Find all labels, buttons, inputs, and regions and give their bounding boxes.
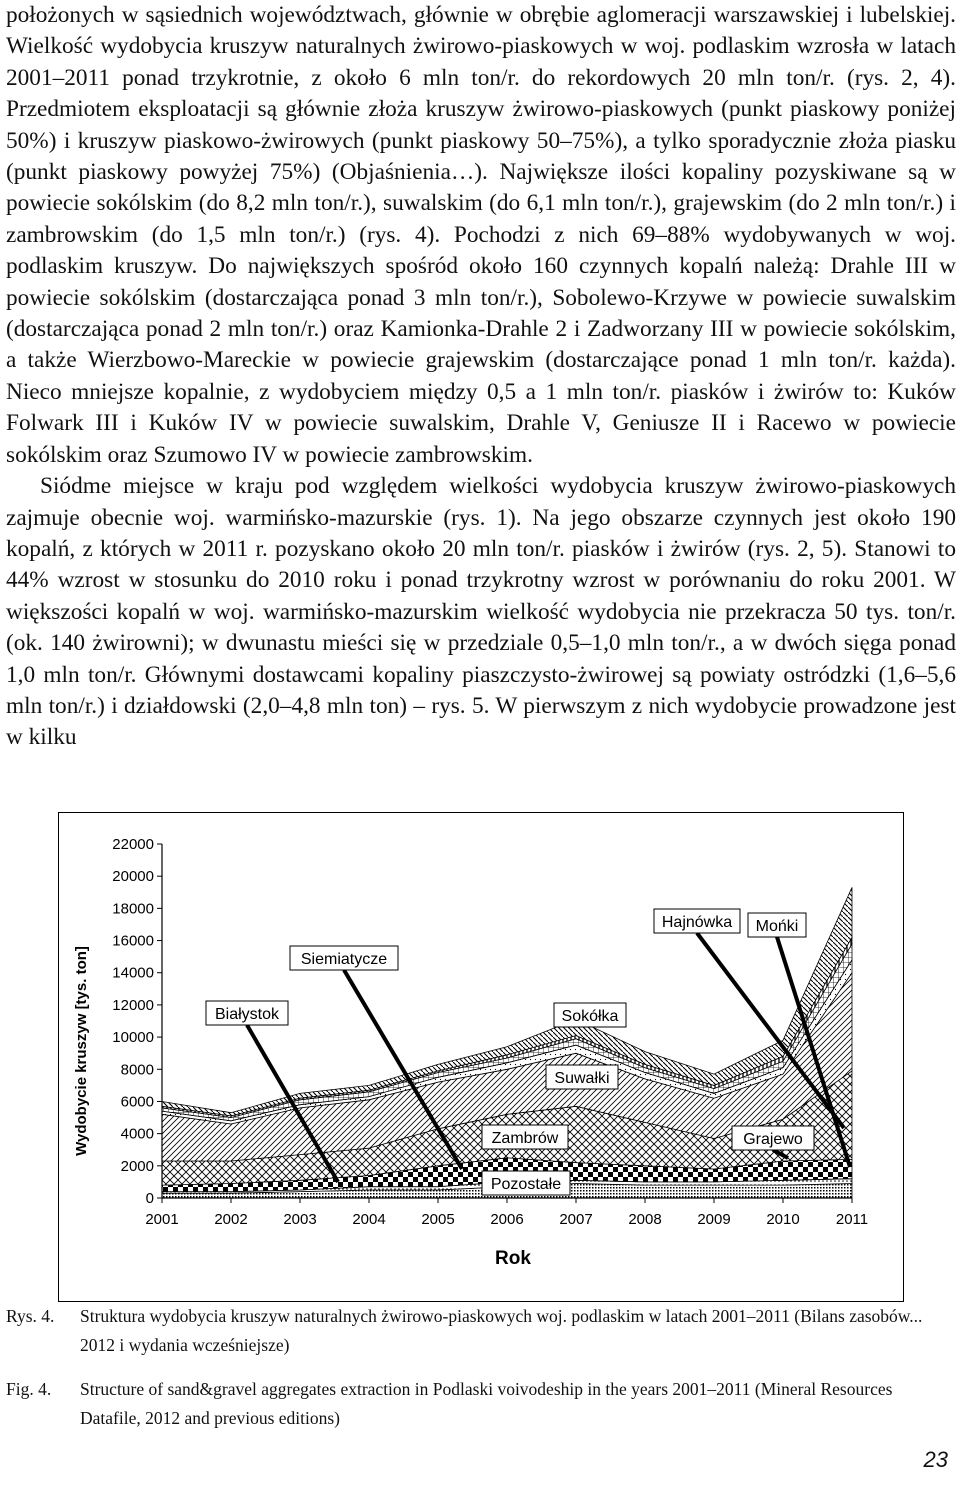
y-tick-label: 10000 bbox=[112, 1029, 154, 1047]
series-label: Białystok bbox=[214, 1006, 280, 1023]
x-tick-label: 2010 bbox=[766, 1211, 800, 1228]
series-label: Hajnówka bbox=[661, 914, 733, 931]
x-tick-label: 2003 bbox=[283, 1211, 317, 1228]
y-tick-label: 8000 bbox=[120, 1061, 154, 1079]
x-tick-label: 2002 bbox=[214, 1211, 248, 1228]
y-tick-label: 14000 bbox=[112, 964, 154, 982]
y-tick-label: 6000 bbox=[120, 1093, 154, 1111]
y-axis-label: Wydobycie kruszyw [tys. ton] bbox=[73, 946, 90, 1156]
x-tick-label: 2001 bbox=[145, 1211, 179, 1228]
y-tick-label: 0 bbox=[145, 1190, 154, 1207]
x-tick-label: 2011 bbox=[835, 1211, 869, 1228]
y-tick-label: 16000 bbox=[112, 932, 154, 950]
caption-text: Struktura wydobycia kruszyw naturalnych żwirowo-piaskowych woj. podlaskim w latach 2001–2011 (Bilans zasobów... 2012 i wydania wcześniejsze) bbox=[80, 1306, 923, 1355]
series-label: Zambrów bbox=[491, 1130, 559, 1147]
series-label: Pozostałe bbox=[490, 1176, 562, 1193]
x-tick-label: 2005 bbox=[421, 1211, 455, 1228]
stacked-area-chart bbox=[58, 812, 904, 1302]
caption-label: Fig. 4. bbox=[6, 1379, 52, 1399]
x-axis-label: Rok bbox=[495, 1248, 531, 1269]
caption-label: Rys. 4. bbox=[6, 1306, 55, 1326]
series-label: Mońki bbox=[755, 918, 799, 935]
y-tick-label: 18000 bbox=[112, 900, 154, 918]
body-text bbox=[6, 0, 956, 754]
series-label: Sokółka bbox=[561, 1008, 619, 1025]
paragraph-1: położonych w sąsiednich województwach, głównie w obrębie aglomeracji warszawskiej i lubelskiej. Wielkość wydobycia kruszyw naturalnych żwirowo-piaskowych w woj. podlaskim wzrosła w latach 2001–2011 ponad trzykrotnie, z około 6 mln ton/r. do rekordowych 20 mln ton/r. (rys. 2, 4). Przedmiotem eksploatacji są głównie złoża kruszyw żwirowo-piaskowych (punkt piaskowy poniżej 50%) i kruszyw piaskowo-żwirowych (punkt piaskowy 50–75%), a tylko sporadycznie złoża piasku (punkt piaskowy powyżej 75%) (Objaśnienia…). Największe ilości kopaliny pozyskiwane są w powiecie sokólskim (do 8,2 mln ton/r.), suwalskim (do 6,1 mln ton/r.), grajewskim (do 2 mln ton/r.) i zambrowskim (do 1,5 mln ton/r.) (rys. 4). Pochodzi z nich 69–88% wydobywanych w woj. podlaskim kruszyw. Do największych spośród około 160 czynnych kopalń należą: Drahle III w powiecie sokólskim (dostarczająca ponad 3 mln ton/r.), Sobolewo-Krzywe w powiecie suwalskim (dostarczająca ponad 2 mln ton/r.) oraz Kamionka-Drahle 2 i Zadworzany III w powiecie sokólskim, a także Wierzbowo-Mareckie w powiecie grajewskim (dostarczające ponad 1 mln ton/r. każda). Nieco mniejsze kopalnie, z wydobyciem między 0,5 a 1 mln ton/r. piasków i żwirów to: Kuków Folwark III i Kuków IV w powiecie suwalskim, Drahle V, Geniusze II i Racewo w powiecie sokólskim oraz Szumowo IV w powiecie zambrowskim. bbox=[6, 2, 956, 468]
caption-text: Structure of sand&gravel aggregates extraction in Podlaski voivodeship in the years 2001–2011 (Mineral Resources Datafile, 2012 and previous editions) bbox=[80, 1379, 893, 1428]
x-tick-label: 2004 bbox=[352, 1211, 386, 1228]
y-tick-label: 2000 bbox=[120, 1157, 154, 1175]
series-label: Grajewo bbox=[743, 1131, 803, 1148]
x-tick-label: 2006 bbox=[490, 1211, 524, 1228]
x-tick-label: 2007 bbox=[559, 1211, 593, 1228]
paragraph-2: Siódme miejsce w kraju pod względem wielkości wydobycia kruszyw żwirowo-piaskowych zajmuje obecnie woj. warmińsko-mazurskie (rys. 1). Na jego obszarze czynnych jest około 190 kopalń, z których w 2011 r. pozyskano około 20 mln ton/r. piasków i żwirów (rys. 2, 5). Stanowi to 44% wzrost w stosunku do 2010 roku i ponad trzykrotny wzrost w porównaniu do roku 2001. W większości kopalń w woj. warmińsko-mazurskim wielkość wydobycia nie przekracza 50 tys. ton/r. (ok. 140 żwirowni); w dwunastu mieści się w przedziale 0,5–1,0 mln ton/r., a w dwóch sięga ponad 1,0 mln ton/r. Głównymi dostawcami kopaliny piaszczysto-żwirowej są powiaty ostródzki (1,6–5,6 mln ton/r.) i działdowski (2,0–4,8 mln ton) – rys. 5. W pierwszym z nich wydobycie prowadzone jest w kilku bbox=[6, 473, 956, 751]
y-tick-label: 20000 bbox=[112, 868, 154, 886]
y-tick-label: 22000 bbox=[112, 836, 154, 853]
x-tick-label: 2008 bbox=[628, 1211, 662, 1228]
series-label: Suwałki bbox=[554, 1070, 610, 1087]
figure-chart bbox=[58, 812, 904, 1302]
y-tick-label: 4000 bbox=[120, 1125, 154, 1143]
page-number: 23 bbox=[923, 1447, 948, 1472]
series-label: Siemiatycze bbox=[300, 951, 388, 968]
x-tick-label: 2009 bbox=[697, 1211, 731, 1228]
y-tick-label: 12000 bbox=[112, 996, 154, 1014]
